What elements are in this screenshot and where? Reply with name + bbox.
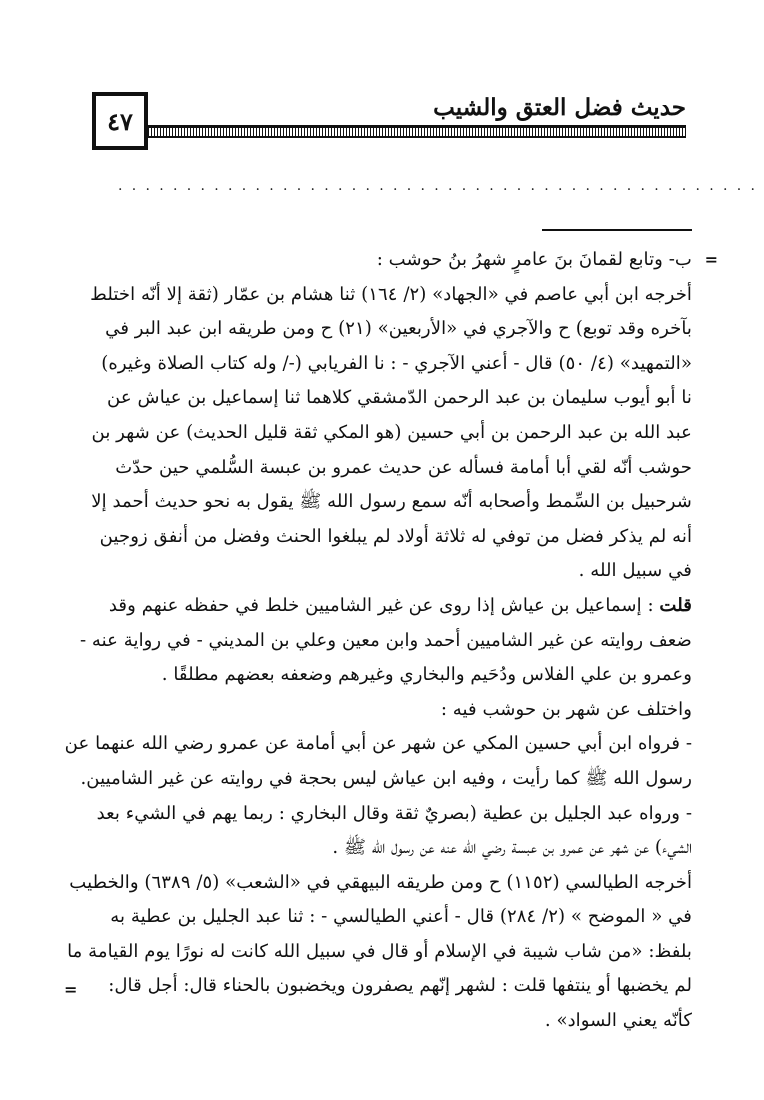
- line-text: نا أبو أيوب سليمان بن عبد الرحمن الدّمشقي كلاهما ثنا إسماعيل بن عياش عن: [107, 387, 692, 409]
- text-line: [70, 969, 692, 1004]
- line-text: ب- وتابع لقمانَ بنَ عامرٍ شهرُ بنُ حوشب :: [376, 249, 692, 270]
- text-line: [70, 589, 692, 624]
- body-text: [64, 243, 692, 1039]
- text-line: [64, 727, 692, 762]
- line-text: - ورواه عبد الجليل بن عطية (بصريٌ ثقة وقال البخاري : ربما يهم في الشيء بعد: [96, 802, 692, 824]
- text-line: [70, 381, 692, 416]
- text-line: [70, 243, 692, 278]
- text-line: [70, 831, 692, 866]
- dotted-separator: ...............................................: [118, 178, 764, 194]
- line-text: في « الموضح » (٢/ ٢٨٤) قال - أعني الطيالسي - : ثنا عبد الجليل بن عطية به: [110, 906, 692, 928]
- line-text: أخرجه ابن أبي عاصم في «الجهاد» (٢/ ١٦٤) ثنا هشام بن عمّار (ثقة إلا أنّه اختلط: [90, 283, 692, 305]
- line-text: ضعف روايته عن غير الشاميين أحمد وابن معين وعلي بن المديني - في رواية عنه -: [79, 629, 692, 651]
- line-text: الشيء) عن شهر عن عمرو بن عبسة رضي الله عنه عن رسول الله ﷺ .: [332, 837, 692, 859]
- line-text: في سبيل الله .: [578, 560, 692, 582]
- page-number: ٤٧: [107, 106, 133, 136]
- text-line: [70, 900, 692, 935]
- text-line: [70, 485, 692, 520]
- text-line: [70, 1004, 692, 1039]
- text-line: [70, 312, 692, 347]
- running-header-title: حديث فضل العتق والشيب: [433, 94, 686, 121]
- text-line: [70, 693, 692, 728]
- line-text: : إسماعيل بن عياش إذا روى عن غير الشاميين خلط في حفظه عنهم وقد: [108, 594, 660, 616]
- text-line: [67, 935, 692, 970]
- page-number-box: [92, 92, 148, 150]
- line-text: لم يخضبها أو ينتفها قلت : لشهر إنّهم يصفرون ويخضبون بالحناء قال: أجل قال:: [108, 975, 692, 997]
- text-line: [70, 416, 692, 451]
- text-line: [70, 278, 692, 313]
- text-line: [70, 520, 692, 555]
- text-line: [70, 347, 692, 382]
- text-line: [70, 658, 692, 693]
- line-text: حوشب أنّه لقي أبا أمامة فسأله عن حديث عمرو بن عبسة السُّلمي حين حدّث: [115, 456, 692, 478]
- line-text: وعمرو بن علي الفلاس ودُحَيم والبخاري وغيرهم وضعفه بعضهم مطلقًا .: [161, 664, 692, 686]
- line-text: شرحبيل بن السِّمط وأصحابه أنّه سمع رسول الله ﷺ يقول به نحو حديث أحمد إلا: [91, 491, 692, 513]
- line-text: كأنّه يعني السواد» .: [544, 1010, 692, 1032]
- text-line: [70, 554, 692, 589]
- text-line: [70, 624, 692, 659]
- footnote-rule: [542, 229, 692, 231]
- text-line: [70, 866, 692, 901]
- line-text: رسول الله ﷺ كما رأيت ، وفيه ابن عياش ليس بحجة في روايته عن غير الشاميين.: [80, 767, 692, 789]
- qult-lead: قلت: [659, 594, 692, 616]
- header-rule: [148, 125, 686, 138]
- line-text: واختلف عن شهر بن حوشب فيه :: [440, 698, 692, 720]
- margin-mark-bottom: =: [64, 980, 78, 999]
- line-text: «التمهيد» (٤/ ٥٠) قال - أعني الآجري - : نا الفريابي (-/ وله كتاب الصلاة وغيره): [101, 352, 692, 374]
- line-text: بلفظ: «من شاب شيبة في الإسلام أو قال في سبيل الله كانت له نورًا يوم القيامة ما: [67, 940, 692, 962]
- text-line: [70, 797, 692, 832]
- line-text: بآخره وقد توبع) ح والآجري في «الأربعين» (٢١) ح ومن طريقه ابن عبد البر في: [105, 318, 692, 340]
- line-text: أخرجه الطيالسي (١١٥٢) ح ومن طريقه البيهقي في «الشعب» (٥/ ٦٣٨٩) والخطيب: [69, 871, 692, 893]
- line-text: أنه لم يذكر فضل من توفي له ثلاثة أولاد لم يبلغوا الحنث وفضل من أنفق زوجين: [99, 525, 692, 547]
- margin-mark-top: =: [704, 250, 718, 269]
- text-line: [70, 762, 692, 797]
- line-text: - فرواه ابن أبي حسين المكي عن شهر عن أبي أمامة عن عمرو رضي الله عنهما عن: [64, 733, 692, 755]
- text-line: [70, 451, 692, 486]
- line-text: عبد الله بن عبد الرحمن بن أبي حسين (هو المكي ثقة قليل الحديث) عن شهر بن: [91, 421, 692, 443]
